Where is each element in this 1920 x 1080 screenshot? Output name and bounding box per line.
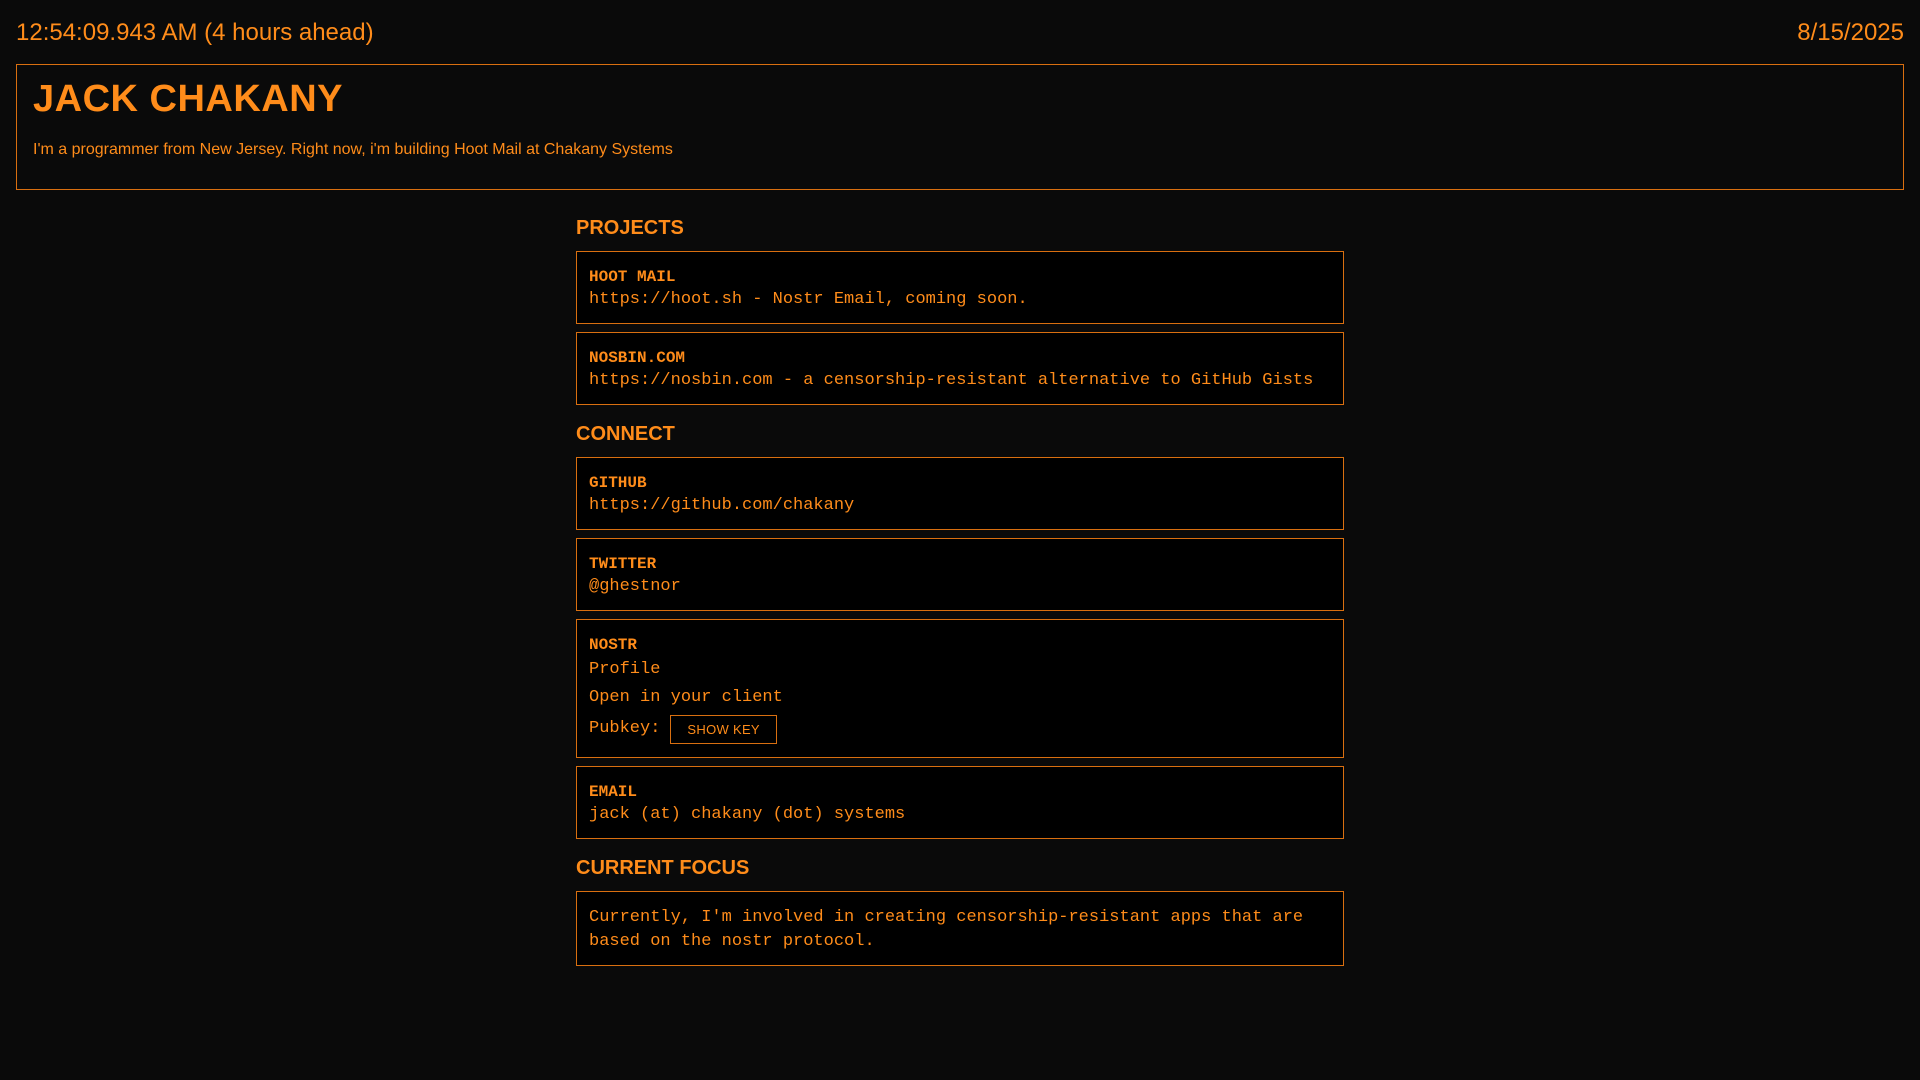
email-address: jack (at) chakany (dot) systems: [589, 805, 906, 824]
connect-heading: CONNECT: [576, 423, 675, 445]
pubkey-row: [589, 712, 1331, 746]
hero-header: [16, 64, 1904, 190]
projects-heading: PROJECTS: [576, 217, 684, 239]
nostr-title: NOSTR: [589, 636, 638, 654]
nostr-profile-link[interactable]: Profile: [589, 660, 661, 679]
project-description: https://hoot.sh - Nostr Email, coming soon.: [589, 290, 1028, 309]
twitter-title: TWITTER: [589, 555, 657, 573]
connect-card-email: [576, 766, 1344, 839]
nostr-open-client-link[interactable]: Open in your client: [589, 688, 783, 707]
twitter-handle[interactable]: @ghestnor: [589, 577, 681, 596]
show-key-button[interactable]: SHOW KEY: [670, 715, 776, 744]
clock-time: 12:54:09.943 AM (4 hours ahead): [16, 19, 374, 46]
bio-text: I'm a programmer from New Jersey. Right now, i'm building Hoot Mail at Chakany Systems: [33, 140, 673, 158]
focus-section: [576, 856, 1344, 966]
project-title: HOOT MAIL: [589, 268, 676, 286]
pubkey-label: Pubkey:: [589, 719, 661, 738]
focus-heading: CURRENT FOCUS: [576, 857, 750, 879]
page-title: JACK CHAKANY: [33, 78, 344, 120]
github-link[interactable]: https://github.com/chakany: [589, 496, 855, 515]
project-description: https://nosbin.com - a censorship-resistant alternative to GitHub Gists: [589, 371, 1314, 390]
project-card-nosbin[interactable]: [576, 332, 1344, 405]
main-content: [576, 216, 1344, 983]
current-date: 8/15/2025: [1797, 19, 1904, 46]
connect-card-github[interactable]: [576, 457, 1344, 530]
top-bar: [16, 18, 1904, 48]
connect-section: [576, 422, 1344, 839]
project-title: NOSBIN.COM: [589, 349, 686, 367]
focus-card: [576, 891, 1344, 966]
projects-section: [576, 216, 1344, 405]
focus-text: Currently, I'm involved in creating censorship-resistant apps that are based on the nostr protocol.: [589, 908, 1304, 951]
github-title: GITHUB: [589, 474, 647, 492]
email-title: EMAIL: [589, 783, 638, 801]
connect-card-nostr: [576, 619, 1344, 758]
project-card-hoot-mail[interactable]: [576, 251, 1344, 324]
connect-card-twitter[interactable]: [576, 538, 1344, 611]
